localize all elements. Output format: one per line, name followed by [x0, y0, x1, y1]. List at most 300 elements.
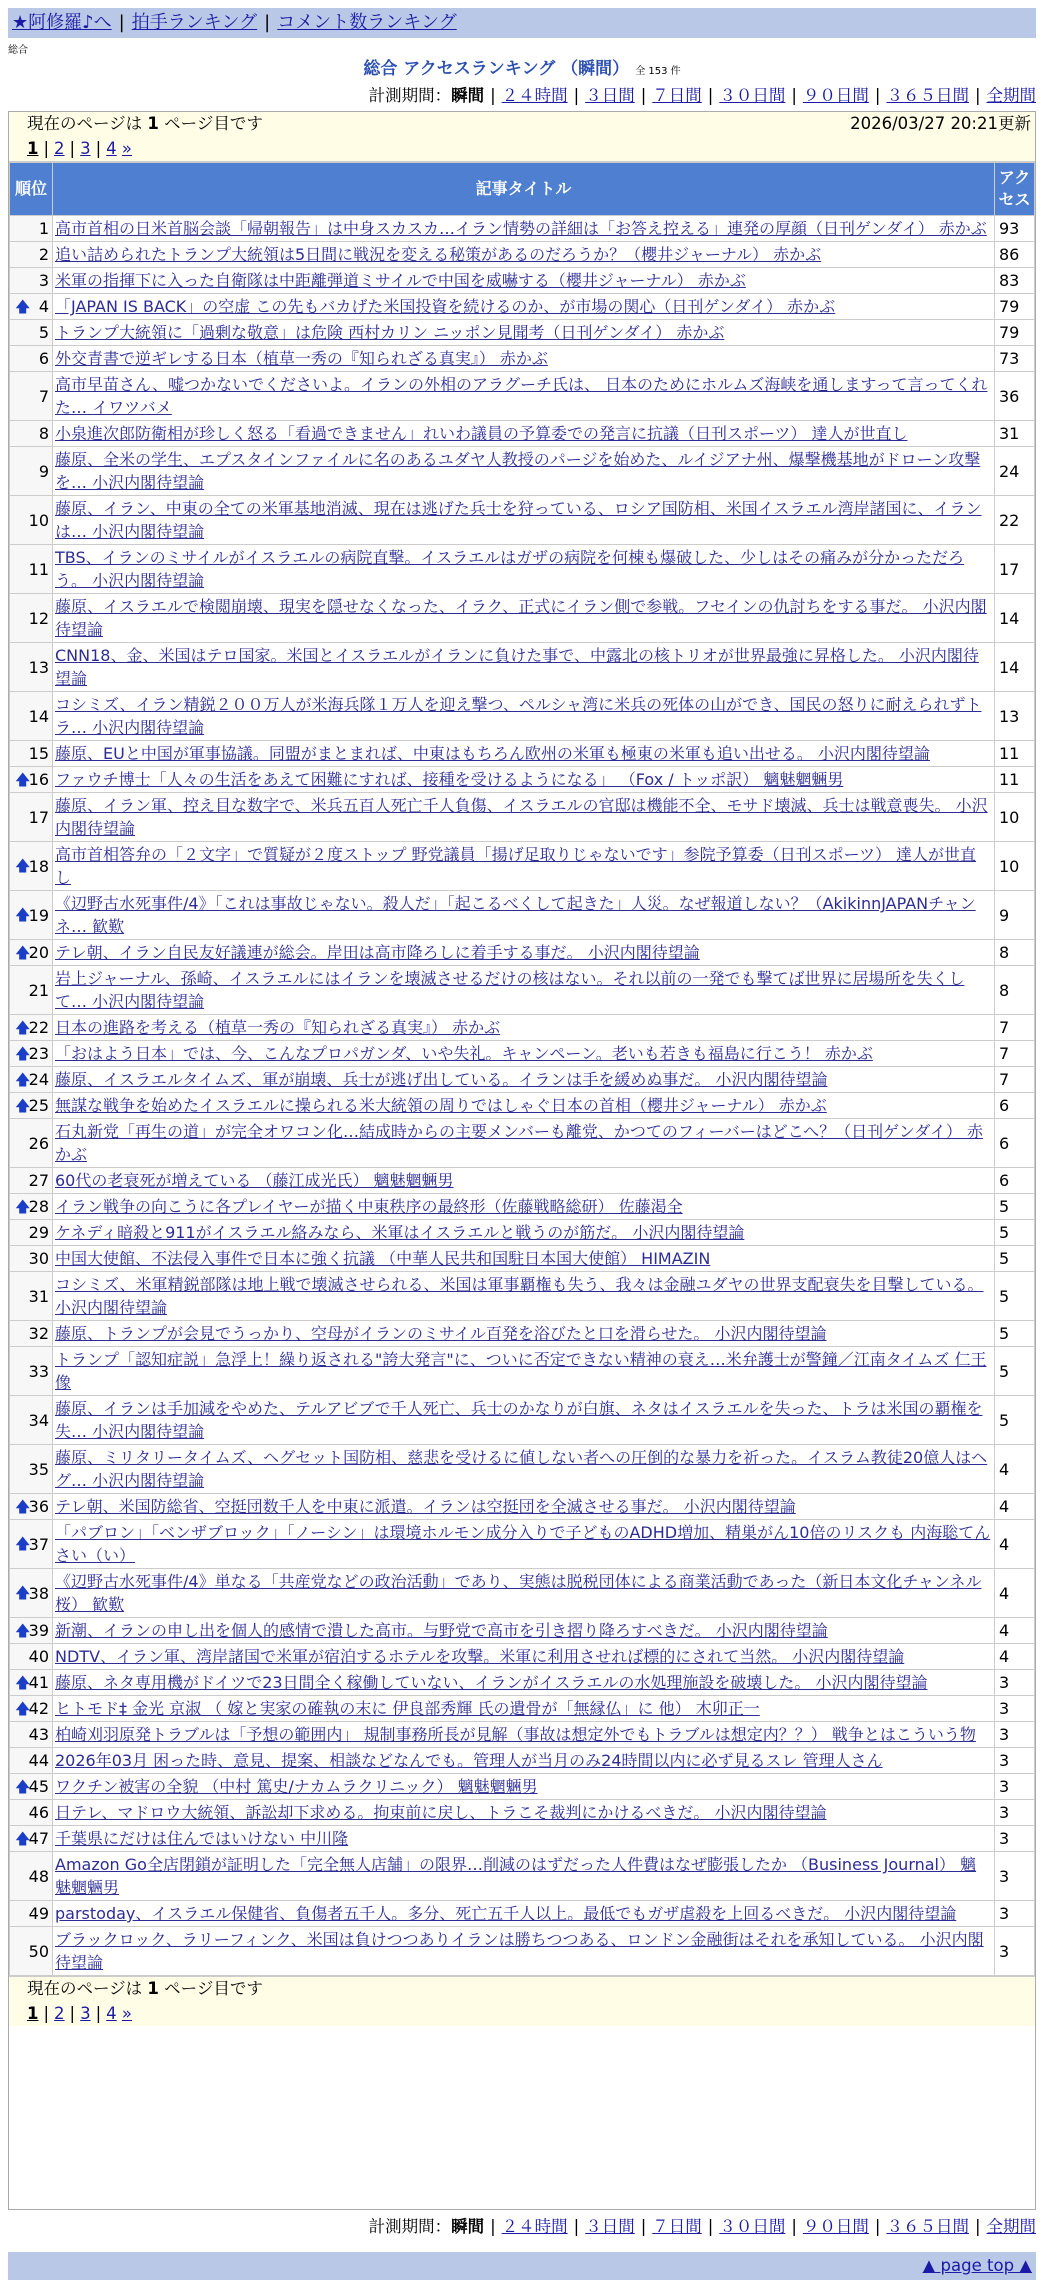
- rank-number: 22: [28, 1018, 49, 1037]
- article-title-link[interactable]: テレ朝、米国防総省、空挺団数千人を中東に派遣。イランは空挺団を全滅させる事だ。 小沢内閣待望論: [55, 1497, 796, 1516]
- rank-number: 14: [28, 706, 49, 726]
- rank-number: 12: [28, 608, 49, 628]
- rank-cell: [10, 1644, 53, 1670]
- period-link[interactable]: 全期間: [986, 86, 1036, 105]
- period-link[interactable]: ３日間: [585, 86, 635, 105]
- rank-cell: [10, 1321, 53, 1347]
- title-cell: [53, 1494, 995, 1520]
- article-title-link[interactable]: 日本の進路を考える（植草一秀の『知られざる真実』） 赤かぶ: [55, 1018, 501, 1037]
- rank-cell: [10, 496, 53, 545]
- title-cell: [53, 1194, 995, 1220]
- article-title-link[interactable]: 藤原、イスラエルで検閲崩壊、現実を隠せなくなった、イラク、正式にイラン側で参戦。フセインの仇討ちをする事だ。 小沢内閣待望論: [55, 597, 987, 639]
- rank-number: 21: [28, 980, 49, 1000]
- title-cell: [53, 1852, 995, 1901]
- rank-number: 4: [38, 297, 49, 316]
- rank-cell: [10, 1272, 53, 1321]
- pager-page-link[interactable]: 4: [106, 2004, 117, 2023]
- period-separator: |: [640, 2217, 647, 2236]
- period-link[interactable]: ９０日間: [802, 86, 869, 105]
- article-title-link[interactable]: Amazon Go全店閉鎖が証明した「完全無人店舗」の限界…削減のはずだった人件費はなぜ膨張したか （Business Journal） 魑魅魍魎男: [55, 1855, 977, 1897]
- rank-number: 5: [38, 323, 49, 342]
- period-link[interactable]: ３日間: [585, 2217, 635, 2236]
- rank-number: 23: [28, 1044, 49, 1063]
- article-title-link[interactable]: 高市早苗さん、嘘つかないでくださいよ。イランの外相のアラグーチ氏は、 日本のためにホルムズ海峡を通しますって言ってくれた… イワツバメ: [55, 375, 988, 417]
- article-title-link[interactable]: TBS、イランのミサイルがイスラエルの病院直撃。イスラエルはガザの病院を何棟も爆破した、少しはその痛みが分かっただろう。 小沢内閣待望論: [55, 548, 965, 590]
- title-cell: [53, 1826, 995, 1852]
- pager-page-link[interactable]: 3: [80, 139, 91, 158]
- rank-number: 38: [28, 1583, 49, 1603]
- title-cell: [53, 1119, 995, 1168]
- table-row: [10, 294, 1035, 320]
- table-row: [10, 741, 1035, 767]
- title-cell: [53, 1901, 995, 1927]
- ranking-title-text: 総合 アクセスランキング （瞬間）: [363, 59, 630, 79]
- period-label: 計測期間：: [368, 2217, 452, 2236]
- pager-current-page: 1: [27, 2004, 39, 2023]
- rank-number: 39: [28, 1621, 49, 1640]
- pager-separator: |: [95, 139, 102, 158]
- rank-number: 15: [28, 744, 49, 763]
- access-count: 5: [995, 1194, 1035, 1220]
- rank-cell: [10, 1852, 53, 1901]
- rank-cell: [10, 372, 53, 421]
- rank-number: 44: [28, 1751, 49, 1770]
- article-title-link[interactable]: 藤原、全米の学生、エプスタインファイルに名のあるユダヤ人教授のパージを始めた、ルイジアナ州、爆撃機基地がドローン攻撃を… 小沢内閣待望論: [55, 450, 981, 492]
- article-title-link[interactable]: 日テレ、マドロウ大統領、訴訟却下求める。拘束前に戻し、トラこそ裁判にかけるべきだ。 小沢内閣待望論: [55, 1803, 827, 1822]
- title-cell: [53, 216, 995, 242]
- nav-separator: |: [118, 12, 125, 33]
- pager-next-link[interactable]: »: [121, 139, 133, 158]
- clap-ranking-link[interactable]: 拍手ランキング: [131, 12, 258, 33]
- access-count: 7: [995, 1015, 1035, 1041]
- title-cell: [53, 1748, 995, 1774]
- access-count: 11: [995, 741, 1035, 767]
- rank-up-arrow-icon: 🡅: [15, 1621, 31, 1639]
- article-title-link[interactable]: 柏崎刈羽原発トラブルは「予想の範囲内」 規制事務所長が見解（事故は想定外でもトラブルは想定内？？） 戦争とはこういう物: [55, 1725, 976, 1744]
- table-row: [10, 692, 1035, 741]
- rank-number: 8: [38, 424, 49, 443]
- pager-page-link[interactable]: 3: [80, 2004, 91, 2023]
- rank-number: 45: [28, 1777, 49, 1796]
- article-title-link[interactable]: 藤原、イラン、中東の全ての米軍基地消滅、現在は逃げた兵士を狩っている、ロシア国防相、米国イスラエル湾岸諸国に、イランは… 小沢内閣待望論: [55, 499, 982, 541]
- rank-cell: [10, 1618, 53, 1644]
- table-row: [10, 346, 1035, 372]
- table-row: [10, 1569, 1035, 1618]
- rank-cell: [10, 1168, 53, 1194]
- table-row: [10, 1618, 1035, 1644]
- rank-cell: [10, 1901, 53, 1927]
- title-cell: [53, 1015, 995, 1041]
- title-cell: [53, 1774, 995, 1800]
- article-title-link[interactable]: 藤原、トランプが会見でうっかり、空母がイランのミサイル百発を浴びたと口を滑らせた。 小沢内閣待望論: [55, 1324, 827, 1343]
- access-count: 6: [995, 1119, 1035, 1168]
- article-title-link[interactable]: NDTV、イラン軍、湾岸諸国で米軍が宿泊するホテルを攻撃。米軍に利用させれば標的にされて当然。 小沢内閣待望論: [55, 1647, 905, 1666]
- period-link[interactable]: ３６５日間: [886, 86, 969, 105]
- access-count: 4: [995, 1618, 1035, 1644]
- rank-number: 2: [38, 245, 49, 264]
- article-title-link[interactable]: 藤原、EUと中国が軍事協議。同盟がまとまれば、中東はもちろん欧州の米軍も極東の米軍も追い出せる。 小沢内閣待望論: [55, 744, 930, 763]
- access-count: 13: [995, 692, 1035, 741]
- rank-number: 46: [28, 1803, 49, 1822]
- table-row: [10, 421, 1035, 447]
- ranking-panel: [8, 111, 1036, 2210]
- article-title-link[interactable]: 追い詰められたトランプ大統領は5日間に戦況を変える秘策があるのだろうか？（櫻井ジャーナル） 赤かぶ: [55, 245, 822, 264]
- table-row: [10, 594, 1035, 643]
- article-title-link[interactable]: イラン戦争の向こうに各プレイヤーが描く中東秩序の最終形（佐藤戦略総研） 佐藤渇全: [55, 1197, 683, 1216]
- rank-cell: [10, 1396, 53, 1445]
- rank-cell: [10, 320, 53, 346]
- rank-cell: [10, 1220, 53, 1246]
- pager-page-link[interactable]: 2: [54, 139, 65, 158]
- table-row: [10, 372, 1035, 421]
- rank-number: 29: [28, 1223, 49, 1242]
- table-row: [10, 1644, 1035, 1670]
- access-count: 93: [995, 216, 1035, 242]
- table-row: [10, 940, 1035, 966]
- article-title-link[interactable]: 小泉進次郎防衛相が珍しく怒る「看過できません」れいわ議員の予算委での発言に抗議（日刊スポーツ） 達人が世直し: [55, 424, 908, 443]
- article-title-link[interactable]: 藤原、ネタ専用機がドイツで23日間全く稼働していない、イランがイスラエルの水処理施設を破壊した。 小沢内閣待望論: [55, 1673, 928, 1692]
- nav-separator: |: [264, 12, 271, 33]
- rank-up-arrow-icon: 🡅: [15, 1777, 31, 1795]
- rank-up-arrow-icon: 🡅: [15, 1583, 31, 1602]
- period-separator: |: [707, 2217, 714, 2236]
- pager-page-link[interactable]: 4: [106, 139, 117, 158]
- article-title-link[interactable]: コシミズ、米軍精鋭部隊は地上戦で壊滅させられる、米国は軍事覇権も失う、我々は金融ユダヤの世界支配衰失を目撃している。 小沢内閣待望論: [55, 1275, 984, 1317]
- title-cell: [53, 741, 995, 767]
- title-cell: [53, 320, 995, 346]
- rank-number: 9: [38, 461, 49, 481]
- rank-cell: [10, 1696, 53, 1722]
- access-count: 73: [995, 346, 1035, 372]
- pager-separator: |: [69, 139, 76, 158]
- rank-number: 17: [28, 807, 49, 827]
- updated-timestamp: 2026/03/27 20:21更新: [850, 114, 1031, 133]
- period-separator: |: [707, 86, 714, 105]
- table-row: [10, 1852, 1035, 1901]
- title-cell: [53, 1618, 995, 1644]
- rank-number: 31: [28, 1286, 49, 1306]
- rank-number: 41: [28, 1673, 49, 1692]
- rank-cell: [10, 1093, 53, 1119]
- rank-cell: [10, 1569, 53, 1618]
- comment-ranking-link[interactable]: コメント数ランキング: [277, 12, 457, 33]
- title-cell: [53, 643, 995, 692]
- title-cell: [53, 242, 995, 268]
- table-row: [10, 1347, 1035, 1396]
- rank-cell: [10, 842, 53, 891]
- period-selector-top: [369, 84, 1036, 108]
- article-title-link[interactable]: 外交青書で逆ギレする日本（植草一秀の『知られざる真実』） 赤かぶ: [55, 349, 548, 368]
- access-count: 4: [995, 1494, 1035, 1520]
- access-count: 10: [995, 793, 1035, 842]
- article-title-link[interactable]: 高市首相答弁の「２文字」で質疑が２度ストップ 野党議員「揚げ足取りじゃないです」参院予算委（日刊スポーツ） 達人が世直し: [55, 845, 977, 887]
- rank-cell: [10, 1722, 53, 1748]
- rank-cell: [10, 1194, 53, 1220]
- rank-number: 7: [38, 386, 49, 406]
- table-row: [10, 1927, 1035, 1976]
- article-title-link[interactable]: ファウチ博士「人々の生活をあえて困難にすれば、接種を受けるようになる」 （Fox / トッポ訳） 魑魅魍魎男: [55, 770, 844, 789]
- rank-cell: [10, 1494, 53, 1520]
- ranking-table: [9, 162, 1035, 1976]
- period-separator: |: [874, 2217, 881, 2236]
- rank-up-arrow-icon: 🡅: [15, 943, 31, 961]
- access-count: 14: [995, 594, 1035, 643]
- rank-up-arrow-icon: 🡅: [15, 297, 31, 315]
- access-count: 4: [995, 1569, 1035, 1618]
- rank-number: 13: [28, 657, 49, 677]
- table-row: [10, 891, 1035, 940]
- article-title-link[interactable]: ケネディ暗殺と911がイスラエル絡みなら、米軍はイスラエルと戦うのが筋だ。 小沢内閣待望論: [55, 1223, 745, 1242]
- rank-up-arrow-icon: 🡅: [15, 770, 31, 788]
- pager-page-link[interactable]: 2: [54, 2004, 65, 2023]
- article-title-link[interactable]: 岩上ジャーナル、孫崎、イスラエルにはイランを壊滅させるだけの核はない。それ以前の一発でも撃てば世界に居場所を失くして… 小沢内閣待望論: [55, 969, 965, 1011]
- access-count: 17: [995, 545, 1035, 594]
- article-title-link[interactable]: 千葉県にだけは住んではいけない 中川隆: [55, 1829, 349, 1848]
- access-count: 4: [995, 1520, 1035, 1569]
- title-cell: [53, 793, 995, 842]
- period-link[interactable]: ７日間: [652, 2217, 702, 2236]
- access-count: 3: [995, 1852, 1035, 1901]
- title-cell: [53, 1067, 995, 1093]
- rank-number: 27: [28, 1171, 49, 1190]
- access-count: 79: [995, 294, 1035, 320]
- article-title-link[interactable]: 《辺野古水死事件/4》単なる「共産党などの政治活動」であり、実態は脱税団体による商業活動であった（新日本文化チャンネル桜） 歓歎: [55, 1572, 982, 1614]
- access-count: 7: [995, 1041, 1035, 1067]
- article-title-link[interactable]: 中国大使館、不法侵入事件で日本に強く抗議 （中華人民共和国駐日本国大使館） HIMAZIN: [55, 1249, 711, 1268]
- article-title-link[interactable]: 2026年03月 困った時、意見、提案、相談などなんでも。管理人が当月のみ24時間以内に必ず見るスレ 管理人さん: [55, 1751, 883, 1770]
- table-row: [10, 1220, 1035, 1246]
- article-title-link[interactable]: ワクチン被害の全貌 （中村 篤史/ナカムラクリニック） 魑魅魍魎男: [55, 1777, 538, 1796]
- title-cell: [53, 1321, 995, 1347]
- access-count: 3: [995, 1774, 1035, 1800]
- article-title-link[interactable]: 藤原、イランは手加減をやめた、テルアビブで千人死亡、兵士のかなりが白旗、ネタはイスラエルを失った、トラは米国の覇権を失… 小沢内閣待望論: [55, 1399, 983, 1441]
- article-title-link[interactable]: 60代の老衰死が増えている （藤江成光氏） 魑魅魍魎男: [55, 1171, 454, 1190]
- title-cell: [53, 767, 995, 793]
- period-link[interactable]: ３６５日間: [886, 2217, 969, 2236]
- period-link[interactable]: ３０日間: [719, 86, 786, 105]
- title-cell: [53, 842, 995, 891]
- article-title-link[interactable]: トランプ「認知症説」急浮上！繰り返される"誇大発言"に、ついに否定できない精神の衰え…米弁護士が警鐘／江南タイムズ 仁王像: [55, 1350, 987, 1392]
- period-link[interactable]: 全期間: [986, 2217, 1036, 2236]
- rank-number: 28: [28, 1197, 49, 1216]
- page-top-link[interactable]: ▲ page top ▲: [922, 2256, 1032, 2275]
- rank-cell: [10, 1119, 53, 1168]
- title-cell: [53, 966, 995, 1015]
- period-link[interactable]: ２４時間: [501, 86, 568, 105]
- table-row: [10, 966, 1035, 1015]
- table-row: [10, 793, 1035, 842]
- rank-cell: [10, 940, 53, 966]
- table-row: [10, 496, 1035, 545]
- access-count: 10: [995, 842, 1035, 891]
- period-separator: |: [791, 86, 797, 105]
- access-count: 8: [995, 940, 1035, 966]
- article-title-link[interactable]: 米軍の指揮下に入った自衛隊は中距離弾道ミサイルで中国を威嚇する（櫻井ジャーナル） 赤かぶ: [55, 271, 746, 290]
- rank-cell: [10, 1041, 53, 1067]
- title-cell: [53, 1927, 995, 1976]
- title-cell: [53, 447, 995, 496]
- table-row: [10, 842, 1035, 891]
- rank-number: 11: [28, 559, 49, 579]
- access-count: 3: [995, 1696, 1035, 1722]
- table-row: [10, 1774, 1035, 1800]
- rank-cell: [10, 1927, 53, 1976]
- access-count: 11: [995, 767, 1035, 793]
- table-row: [10, 643, 1035, 692]
- rank-up-arrow-icon: 🡅: [15, 1829, 31, 1847]
- access-count: 3: [995, 1800, 1035, 1826]
- article-title-link[interactable]: コシミズ、イラン精鋭２００万人が米海兵隊１万人を迎え撃つ、ペルシャ湾に米兵の死体の山ができ、国民の怒りに耐えられずトラ… 小沢内閣待望論: [55, 695, 982, 737]
- rank-number: 37: [28, 1534, 49, 1554]
- access-count: 4: [995, 1644, 1035, 1670]
- access-count: 3: [995, 1826, 1035, 1852]
- article-title-link[interactable]: 藤原、イラン軍、控え目な数字で、米兵五百人死亡千人負傷、イスラエルの官邸は機能不全、モサド壊滅、兵士は戦意喪失。 小沢内閣待望論: [55, 796, 988, 838]
- access-count: 5: [995, 1396, 1035, 1445]
- rank-number: 42: [28, 1699, 49, 1718]
- table-row: [10, 767, 1035, 793]
- rank-up-arrow-icon: 🡅: [15, 1070, 31, 1088]
- table-row: [10, 1800, 1035, 1826]
- rank-number: 3: [38, 271, 49, 290]
- access-count: 5: [995, 1272, 1035, 1321]
- rank-cell: [10, 692, 53, 741]
- access-count: 3: [995, 1722, 1035, 1748]
- rank-cell: [10, 545, 53, 594]
- pager-separator: |: [43, 139, 50, 158]
- rank-number: 40: [28, 1647, 49, 1666]
- table-row: [10, 320, 1035, 346]
- article-title-link[interactable]: 《辺野古水死事件/4》「これは事故じゃない。殺人だ」「起こるべくして起きた」人災。なぜ報道しない？（AkikinnJAPANチャンネ… 歓歎: [55, 894, 976, 936]
- rank-number: 24: [28, 1070, 49, 1089]
- title-cell: [53, 1246, 995, 1272]
- table-row: [10, 1722, 1035, 1748]
- table-row: [10, 1093, 1035, 1119]
- title-cell: [53, 1800, 995, 1826]
- top-nav-bar: [8, 8, 1036, 38]
- period-separator: |: [640, 86, 647, 105]
- title-cell: [53, 1220, 995, 1246]
- article-title-link[interactable]: 石丸新党「再生の道」が完全オワコン化…結成時からの主要メンバーも離党、かつてのフィーバーはどこへ？（日刊ゲンダイ） 赤かぶ: [55, 1122, 983, 1164]
- article-title-link[interactable]: トランプ大統領に「過剰な敬意」は危険 西村カリン ニッポン見聞考（日刊ゲンダイ） 赤かぶ: [55, 323, 725, 342]
- rank-cell: [10, 294, 53, 320]
- access-count: 83: [995, 268, 1035, 294]
- title-cell: [53, 1093, 995, 1119]
- access-count: 24: [995, 447, 1035, 496]
- pager-next-link[interactable]: »: [121, 2004, 133, 2023]
- title-cell: [53, 1168, 995, 1194]
- home-link[interactable]: ★阿修羅♪へ: [12, 12, 112, 33]
- period-separator: |: [490, 2217, 496, 2236]
- current-page-text: 現在のページは 1 ページ目です: [27, 114, 263, 133]
- table-row: [10, 1494, 1035, 1520]
- title-cell: [53, 692, 995, 741]
- rank-cell: [10, 421, 53, 447]
- rank-up-arrow-icon: 🡅: [15, 1044, 31, 1062]
- title-cell: [53, 1041, 995, 1067]
- access-count: 8: [995, 966, 1035, 1015]
- title-cell: [53, 1520, 995, 1569]
- title-cell: [53, 891, 995, 940]
- access-count: 3: [995, 1670, 1035, 1696]
- rank-number: 49: [28, 1904, 49, 1923]
- rank-cell: [10, 1774, 53, 1800]
- period-separator: |: [573, 2217, 580, 2236]
- article-title-link[interactable]: 藤原、ミリタリータイムズ、ヘグセット国防相、慈悲を受けるに値しない者への圧倒的な暴力を祈った。イスラム教徒20億人はヘグ… 小沢内閣待望論: [55, 1448, 988, 1490]
- footer-bar: [8, 2252, 1036, 2280]
- article-title-link[interactable]: テレ朝、イラン自民友好議連が総会。岸田は高市降ろしに着手する事だ。 小沢内閣待望論: [55, 943, 700, 962]
- title-cell: [53, 372, 995, 421]
- title-cell: [53, 1722, 995, 1748]
- title-cell: [53, 496, 995, 545]
- title-cell: [53, 1272, 995, 1321]
- article-title-link[interactable]: 「パブロン」「ベンザブロック」「ノーシン」は環境ホルモン成分入りで子どものADHD増加、精巣がん10倍のリスクも 内海聡てんさい（い）: [55, 1523, 991, 1565]
- article-title-link[interactable]: CNN18、金、米国はテロ国家。米国とイスラエルがイランに負けた事で、中露北の核トリオが世界最強に昇格した。 小沢内閣待望論: [55, 646, 979, 688]
- pager-separator: |: [69, 2004, 76, 2023]
- article-title-link[interactable]: 無謀な戦争を始めたイスラエルに操られる米大統領の周りではしゃぐ日本の首相（櫻井ジャーナル） 赤かぶ: [55, 1096, 827, 1115]
- article-title-link[interactable]: 新潮、イランの申し出を個人的感情で潰した高市。与野党で高市を引き摺り降ろすべきだ。 小沢内閣待望論: [55, 1621, 828, 1640]
- access-count: 3: [995, 1748, 1035, 1774]
- title-cell: [53, 421, 995, 447]
- access-header: アクセス: [995, 163, 1035, 216]
- access-count: 22: [995, 496, 1035, 545]
- title-cell: [53, 1644, 995, 1670]
- period-link[interactable]: ３０日間: [719, 2217, 786, 2236]
- title-cell: [53, 1569, 995, 1618]
- period-link[interactable]: ７日間: [652, 86, 702, 105]
- rank-number: 50: [28, 1941, 49, 1961]
- article-title-link[interactable]: 高市首相の日米首脳会談「帰朝報告」は中身スカスカ…イラン情勢の詳細は「お答え控える」連発の厚顔（日刊ゲンダイ） 赤かぶ: [55, 219, 987, 238]
- article-title-link[interactable]: ブラックロック、ラリーフィンク、米国は負けつつありイランは勝ちつつある、ロンドン金融街はそれを承知している。 小沢内閣待望論: [55, 1930, 984, 1972]
- rank-cell: [10, 793, 53, 842]
- rank-cell: [10, 1800, 53, 1826]
- article-title-link[interactable]: 藤原、イスラエルタイムズ、軍が崩壊、兵士が逃げ出している。イランは手を緩めぬ事だ。 小沢内閣待望論: [55, 1070, 828, 1089]
- table-row: [10, 268, 1035, 294]
- rank-cell: [10, 242, 53, 268]
- table-row: [10, 1041, 1035, 1067]
- rank-number: 20: [28, 943, 49, 962]
- pager-separator: |: [95, 2004, 102, 2023]
- table-row: [10, 1901, 1035, 1927]
- access-count: 5: [995, 1246, 1035, 1272]
- rank-number: 18: [28, 856, 49, 876]
- access-count: 5: [995, 1220, 1035, 1246]
- title-cell: [53, 1445, 995, 1494]
- article-title-link[interactable]: ヒトモド‡ 金光 京淑 （ 嫁と実家の確執の末に 伊良部秀輝 氏の遺骨が「無縁仏」に 他） 木卯正一: [55, 1699, 760, 1718]
- article-title-link[interactable]: parstoday、イスラエル保健省、負傷者五千人。多分、死亡五千人以上。最低でもガザ虐殺を上回るべきだ。 小沢内閣待望論: [55, 1904, 957, 1923]
- access-count: 5: [995, 1321, 1035, 1347]
- period-separator: |: [874, 86, 881, 105]
- rank-number: 16: [28, 770, 49, 789]
- access-count: 6: [995, 1093, 1035, 1119]
- title-cell: [53, 1347, 995, 1396]
- period-link[interactable]: ９０日間: [802, 2217, 869, 2236]
- rank-number: 6: [38, 349, 49, 368]
- access-count: 9: [995, 891, 1035, 940]
- rank-cell: [10, 966, 53, 1015]
- article-title-link[interactable]: 「おはよう日本」では、今、こんなプロパガンダ、いや失礼。キャンペーン。老いも若きも福島に行こう！ 赤かぶ: [55, 1044, 873, 1063]
- access-count: 6: [995, 1168, 1035, 1194]
- rank-cell: [10, 1520, 53, 1569]
- table-row: [10, 1748, 1035, 1774]
- access-count: 31: [995, 421, 1035, 447]
- table-row: [10, 1119, 1035, 1168]
- rank-number: 48: [28, 1866, 49, 1886]
- article-title-link[interactable]: 「JAPAN IS BACK」の空虚 この先もバカげた米国投資を続けるのか、が市場の関心（日刊ゲンダイ） 赤かぶ: [55, 297, 836, 316]
- pager-separator: |: [43, 2004, 50, 2023]
- rank-up-arrow-icon: 🡅: [15, 1534, 31, 1553]
- period-link[interactable]: ２４時間: [501, 2217, 568, 2236]
- table-row: [10, 1670, 1035, 1696]
